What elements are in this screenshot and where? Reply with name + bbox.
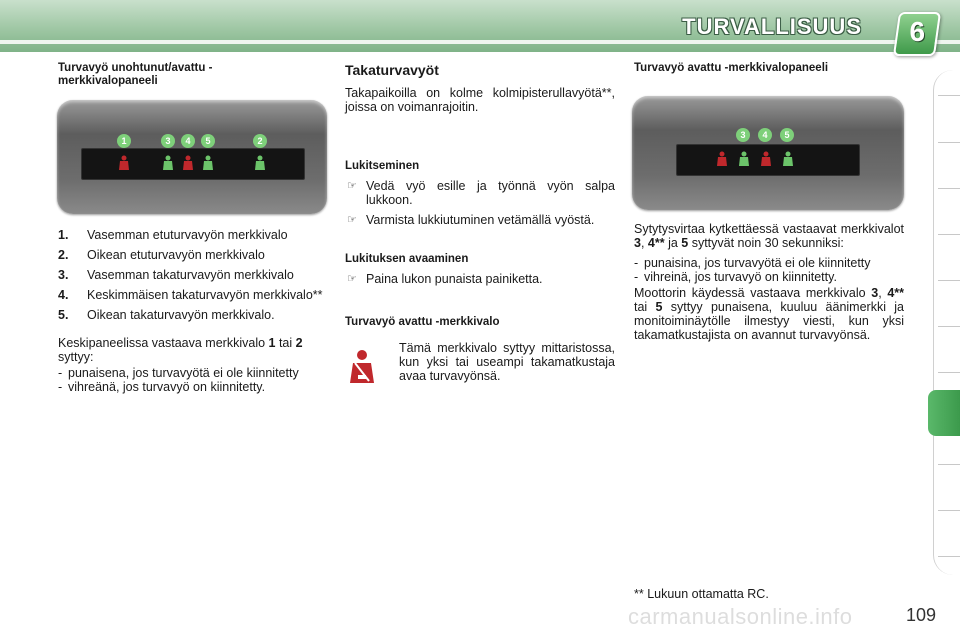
item-text: Vasemman etuturvavyön merkkivalo	[87, 228, 288, 242]
unfastened-seatbelt-icon	[347, 349, 377, 385]
list-item	[58, 308, 326, 322]
seatbelt-icon-green	[162, 155, 174, 171]
tab-divider	[938, 510, 960, 511]
page-header	[0, 0, 960, 52]
seatbelt-icon-red	[118, 155, 130, 171]
seatbelt-icon-green	[254, 155, 266, 171]
unlock-heading: Lukituksen avaaminen	[345, 253, 469, 265]
warning-light-block	[345, 341, 615, 411]
panel-label-5: 5	[780, 128, 794, 142]
indicator-ref: 5	[655, 300, 663, 314]
list-item	[58, 248, 326, 262]
chapter-badge	[893, 12, 941, 56]
list-item	[58, 288, 326, 302]
seatbelt-icon-red	[760, 151, 772, 167]
indicator-ref: 3	[871, 286, 879, 300]
watermark: carmanualsonline.info	[628, 604, 853, 629]
footnote-block	[634, 587, 904, 601]
tab-divider	[938, 234, 960, 235]
item-text: Vasemman takaturvavyön merkkivalo	[87, 268, 294, 282]
text-run: syttyy:	[58, 350, 94, 364]
header-stripe	[0, 40, 960, 44]
page-number: 109	[905, 605, 936, 625]
item-text: Paina lukon punaista painiketta.	[366, 272, 543, 286]
item-text: Keskimmäisen takaturvavyön merkkivalo**	[87, 288, 323, 302]
arrow-bullet-icon: ☞	[347, 180, 357, 192]
warning-light-heading: Turvavyö avattu -merkkivalo	[345, 316, 500, 328]
text-run: tai	[634, 300, 656, 314]
middle-column	[345, 62, 615, 411]
indicator-ref: 5	[681, 236, 689, 250]
seatbelt-icon-red	[182, 155, 194, 171]
list-item: - vihreänä, jos turvavyö on kiinnitetty.	[58, 380, 326, 394]
panel-label-4: 4	[181, 134, 195, 148]
text-run: syttyy punaisena, kuuluu äänimerkki ja monitoiminäytölle ilmestyy viesti, kun yksi takamatkustajista on avannut turvavyönsä.	[634, 300, 904, 342]
list-item	[345, 179, 615, 207]
right-dash-list	[634, 256, 904, 284]
text-run: ja	[664, 236, 682, 250]
front-seatbelt-panel-image	[57, 100, 327, 214]
panel-label-1: 1	[117, 134, 131, 148]
active-chapter-tab[interactable]	[928, 390, 960, 436]
arrow-bullet-icon: ☞	[347, 214, 357, 226]
rail-border	[933, 70, 960, 575]
left-legend	[58, 228, 326, 394]
tab-divider	[938, 188, 960, 189]
indicator-ref: 4**	[887, 286, 904, 300]
text-run: Moottorin käydessä vastaava merkkivalo	[634, 286, 872, 300]
item-text: Vedä vyö esille ja työnnä vyön salpa lukkoon.	[366, 179, 615, 207]
indicator-legend-list	[58, 228, 326, 322]
item-number: 4.	[58, 288, 69, 302]
section-title: Takaturvavyöt	[345, 62, 439, 78]
list-item: - punaisena, jos turvavyötä ei ole kiinnitetty	[58, 366, 326, 380]
text-run: ,	[640, 236, 648, 250]
text-run: syttyvät noin 30 sekunniksi:	[688, 236, 844, 250]
footnote: ** Lukuun ottamatta RC.	[634, 587, 769, 601]
item-number: 1.	[58, 228, 69, 242]
item-number: 2.	[58, 248, 69, 262]
arrow-bullet-icon: ☞	[347, 273, 357, 285]
item-number: 3.	[58, 268, 69, 282]
seatbelt-icon-red	[716, 151, 728, 167]
panel-label-3: 3	[161, 134, 175, 148]
chapter-title: TURVALLISUUS	[682, 14, 862, 39]
panel-label-5: 5	[201, 134, 215, 148]
panel-label-2: 2	[253, 134, 267, 148]
list-item	[58, 228, 326, 242]
seatbelt-icon-green	[782, 151, 794, 167]
item-text: Oikean takaturvavyön merkkivalo.	[87, 308, 275, 322]
list-item	[345, 272, 615, 286]
text-run: ,	[878, 286, 888, 300]
list-item	[345, 213, 615, 227]
intro-paragraph: Takapaikoilla on kolme kolmipisterullavyötä**, joissa on voimanrajoitin.	[345, 86, 615, 114]
unlock-steps	[345, 272, 615, 286]
right-paragraph-1	[634, 222, 904, 250]
list-item	[58, 268, 326, 282]
seatbelt-icon-green	[738, 151, 750, 167]
panel-label-4: 4	[758, 128, 772, 142]
list-item: - vihreinä, jos turvavyö on kiinnitetty.	[634, 270, 904, 284]
indicator-ref: 1	[268, 336, 276, 350]
text-run: Keskipaneelissa vastaava merkkivalo	[58, 336, 269, 350]
indicator-ref: 3	[634, 236, 641, 250]
rear-seatbelt-panel-image	[632, 96, 904, 210]
text-run: Sytytysvirtaa kytkettäessä vastaavat merkkivalot	[634, 222, 904, 236]
tab-divider	[938, 556, 960, 557]
seatbelt-icon-green	[202, 155, 214, 171]
left-dash-list	[58, 366, 326, 394]
left-paragraph	[58, 336, 326, 364]
left-heading: Turvavyö unohtunut/avattu - merkkivalopaneeli	[58, 62, 213, 87]
chapter-number: 6	[909, 16, 926, 47]
lock-steps	[345, 179, 615, 227]
right-body	[634, 222, 904, 342]
tab-divider	[938, 95, 960, 96]
tab-divider	[938, 464, 960, 465]
left-column	[58, 62, 328, 88]
chapter-tab-rail	[930, 70, 960, 575]
item-text: Oikean etuturvavyön merkkivalo	[87, 248, 265, 262]
tab-divider	[938, 326, 960, 327]
warning-light-text: Tämä merkkivalo syttyy mittaristossa, kun yksi tai useampi takamatkustaja avaa turvavyönsä.	[399, 341, 615, 383]
lock-heading: Lukitseminen	[345, 160, 420, 172]
panel-label-3: 3	[736, 128, 750, 142]
text-run: tai	[275, 336, 296, 350]
tab-divider	[938, 142, 960, 143]
right-column	[634, 62, 904, 75]
right-paragraph-2	[634, 286, 904, 342]
tab-divider	[938, 372, 960, 373]
tab-divider	[938, 280, 960, 281]
item-number: 5.	[58, 308, 69, 322]
indicator-ref: 2	[295, 336, 303, 350]
right-heading: Turvavyö avattu -merkkivalopaneeli	[634, 62, 829, 74]
list-item: - punaisina, jos turvavyötä ei ole kiinnitetty	[634, 256, 904, 270]
indicator-ref: 4**	[647, 236, 665, 250]
item-text: Varmista lukkiutuminen vetämällä vyöstä.	[366, 213, 595, 227]
